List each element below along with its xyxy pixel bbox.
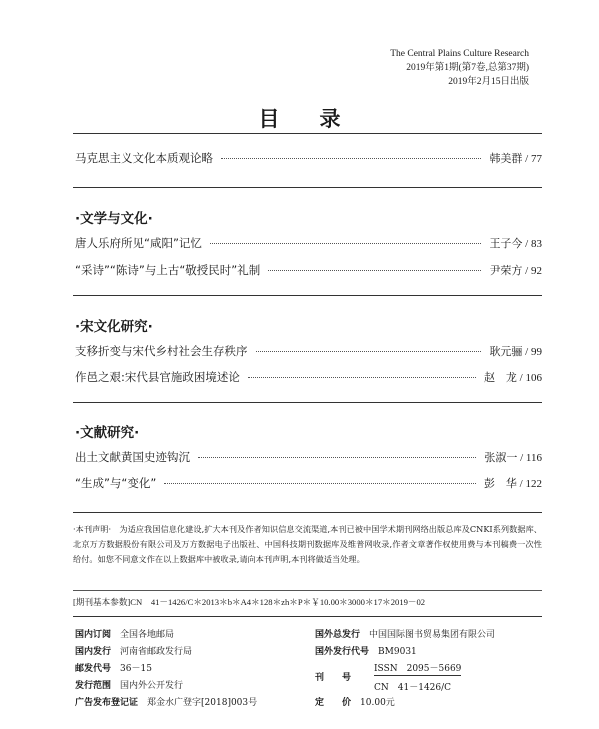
toc-entry-author-page: 尹荣方 / 92 [489,265,542,277]
divider [73,512,542,513]
toc-entry[interactable] [75,369,542,385]
toc-entry-author-page: 韩美群 / 77 [489,153,542,165]
toc-entry[interactable] [75,343,542,359]
imprint-label: 国内订阅 [75,630,112,640]
toc-entry-title: 出土文献黄国史迹钩沉 [75,450,190,464]
journal-statement: ·本刊声明· 为适应我国信息化建设,扩大本刊及作者知识信息交流渠道,本刊已被中国学术期刊网络出版总库及CNKI系列数据库、北京万方数据股份有限公司及万方数据电子出版社、中国科技期刊数据库及维普网收录,作者文章著作权使用费与本刊稿费一次性给付。如您不同意文作在以上数据库中被收录,请向本刊声明,本刊将做适当处理。 [73,524,542,564]
toc-entry[interactable] [75,235,542,251]
imprint-value: 36－15 [120,664,152,674]
imprint-row [315,695,395,708]
section-heading: ·文学与文化· [75,211,153,227]
imprint-value: 国内外公开发行 [120,681,184,691]
toc-entry-title: “生成”与“变化” [75,476,157,490]
imprint-label: 定 价 [315,698,352,708]
toc-entry-title: “采诗”“陈诗”与上古“敬授民时”礼制 [75,263,261,277]
toc-entry-author-page: 彭 华 / 122 [483,478,542,490]
toc-entry-title: 支移折变与宋代乡村社会生存秩序 [75,344,248,358]
leader-dots [268,270,481,271]
imprint-value-cn: CN 41－1426/C [374,683,452,693]
publish-date: 2019年2月15日出版 [448,77,529,87]
imprint-value: 10.00元 [360,698,395,708]
imprint-label: 刊 号 [315,673,352,683]
toc-entry-author-page: 王子今 / 83 [489,238,542,250]
toc-entry[interactable] [75,262,542,278]
toc-entry-title: 马克思主义文化本质观论略 [75,151,213,165]
imprint-value: BM9031 [378,647,417,657]
imprint-row [75,678,183,691]
imprint-row [315,644,417,657]
divider [73,133,542,134]
divider [73,590,542,591]
toc-entry-author-page: 张淑一 / 116 [484,452,542,464]
imprint-value: 中国国际图书贸易集团有限公司 [369,630,496,640]
leader-dots [221,158,481,159]
journal-parameters: [期刊基本参数]CN 41－1426/C＊2013＊b＊A4＊128＊zh＊P＊￥10.00＊3000＊17＊2019－02 [73,597,426,607]
imprint-row [315,627,495,640]
imprint-value: 河南省邮政发行局 [120,647,193,657]
divider [73,187,542,188]
toc-title: 目录 [258,107,381,131]
imprint-row [75,644,192,657]
leader-dots [210,243,482,244]
divider [73,616,542,617]
imprint-row [75,695,257,708]
issue-info: 2019年第1期(第7卷,总第37期) [406,63,529,73]
imprint-label: 国外发行代号 [315,647,370,657]
toc-entry-title: 唐人乐府所见“咸阳”记忆 [75,236,202,250]
toc-entry-lead[interactable] [75,150,542,166]
journal-english-name: The Central Plains Culture Research [390,49,529,59]
toc-entry[interactable] [75,449,542,465]
leader-dots [248,377,476,378]
imprint-value-issn: ISSN 2095－5669 [374,661,461,676]
imprint-label: 国外总发行 [315,630,361,640]
leader-dots [198,457,476,458]
toc-entry-author-page: 赵 龙 / 106 [483,372,542,384]
imprint-row [75,627,174,640]
divider [73,295,542,296]
toc-entry[interactable] [75,475,542,491]
imprint-value: 全国各地邮局 [120,630,175,640]
imprint-label-issn [315,670,351,683]
leader-dots [256,351,482,352]
imprint-label: 国内发行 [75,647,112,657]
imprint-row [75,661,152,674]
divider [73,402,542,403]
leader-dots [164,483,476,484]
section-heading: ·文献研究· [75,425,140,441]
imprint-label: 邮发代号 [75,664,112,674]
imprint-label: 发行范围 [75,681,112,691]
section-heading: ·宋文化研究· [75,319,153,335]
imprint-value: 郑金水广登字[2018]003号 [147,698,258,708]
toc-entry-author-page: 耿元骊 / 99 [489,346,542,358]
imprint-label: 广告发布登记证 [75,698,139,708]
toc-entry-title: 作邑之艰:宋代县官施政困境述论 [75,370,240,384]
